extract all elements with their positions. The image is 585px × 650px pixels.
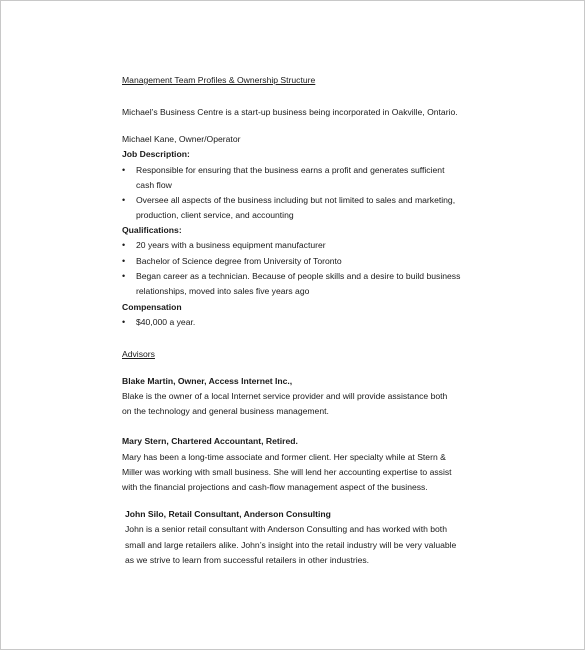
qualifications-label: Qualifications: (122, 225, 182, 235)
job-item-1-line-1: Responsible for ensuring that the business earns a profit and generates sufficient (136, 165, 445, 175)
qual-item-2: Bachelor of Science degree from University of Toronto (136, 256, 342, 266)
bullet-marker: • (122, 271, 126, 281)
advisor-mary-line-2: Miller was working with small business. She will lend her accounting expertise to assist (122, 467, 452, 477)
job-item-2-line-1: Oversee all aspects of the business including but not limited to sales and marketing, (136, 195, 456, 205)
advisor-name-john: John Silo, Retail Consultant, Anderson Consulting (125, 509, 331, 519)
advisor-john-line-1: John is a senior retail consultant with Anderson Consulting and has worked with both (125, 524, 447, 534)
advisor-mary-line-3: with the financial projections and cash-flow management aspect of the business. (122, 482, 428, 492)
job-description-label: Job Description: (122, 149, 190, 159)
advisor-john-line-3: as we strive to learn from successful retailers in other industries. (125, 555, 370, 565)
comp-item-1: $40,000 a year. (136, 317, 196, 327)
compensation-label: Compensation (122, 302, 182, 312)
qual-item-3-line-1: Began career as a technician. Because of people skills and a desire to build business (136, 271, 461, 281)
qual-item-3-line-2: relationships, moved into sales five years ago (136, 286, 310, 296)
advisor-name-mary: Mary Stern, Chartered Accountant, Retired. (122, 436, 298, 446)
advisors-heading: Advisors (122, 349, 155, 359)
advisor-blake-line-2: on the technology and general business management. (122, 406, 329, 416)
owner-line: Michael Kane, Owner/Operator (122, 134, 241, 144)
advisor-name-blake: Blake Martin, Owner, Access Internet Inc., (122, 376, 293, 386)
bullet-marker: • (122, 195, 126, 205)
management-heading: Management Team Profiles & Ownership Structure (122, 75, 316, 85)
bullet-marker: • (122, 240, 126, 250)
advisor-blake-line-1: Blake is the owner of a local Internet service provider and will provide assistance both (122, 391, 448, 401)
advisor-mary-line-1: Mary has been a long-time associate and former client. Her specialty while at Stern & (122, 452, 446, 462)
bullet-marker: • (122, 256, 126, 266)
advisor-john-line-2: small and large retailers alike. John’s insight into the retail industry will be very valuable (125, 540, 457, 550)
intro-paragraph: Michael’s Business Centre is a start-up business being incorporated in Oakville, Ontario. (122, 107, 458, 117)
qual-item-1: 20 years with a business equipment manufacturer (136, 240, 326, 250)
job-item-1-line-2: cash flow (136, 180, 172, 190)
job-item-2-line-2: production, client service, and accounting (136, 210, 294, 220)
bullet-marker: • (122, 165, 126, 175)
bullet-marker: • (122, 317, 126, 327)
